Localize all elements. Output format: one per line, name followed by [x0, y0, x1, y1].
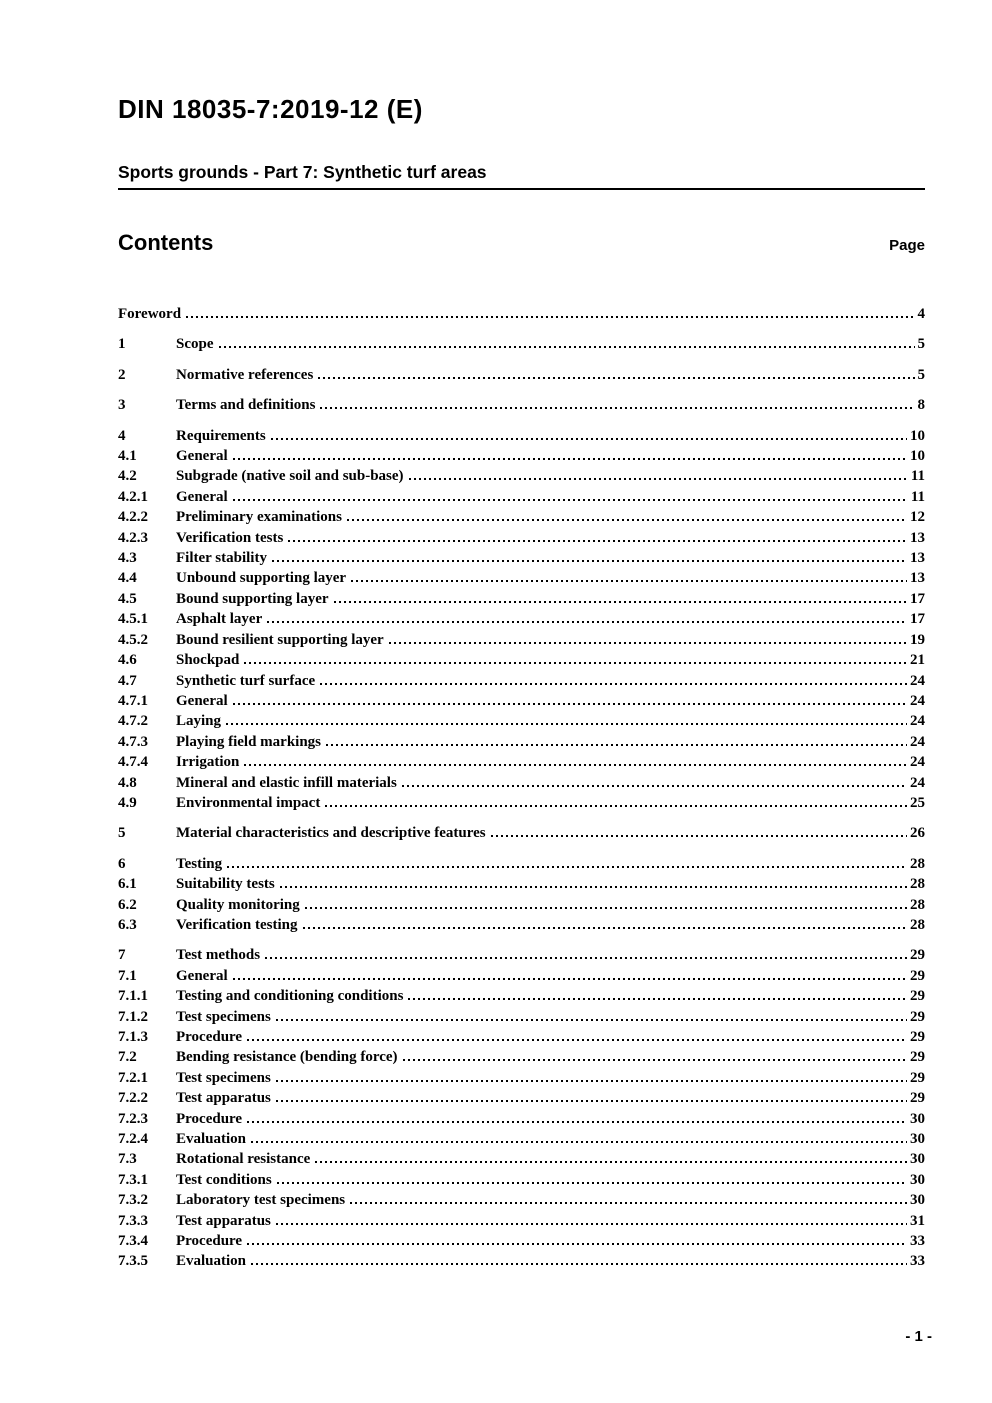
toc-entry-number: 4.1	[118, 448, 137, 465]
toc-entry-number: 4.3	[118, 550, 137, 567]
toc-dot-leader	[347, 519, 907, 521]
toc-entry-page: 24	[910, 713, 925, 730]
toc-entry-title: Shockpad	[176, 652, 240, 669]
toc-entry-page: 29	[910, 988, 925, 1005]
footer-page-number: - 1 -	[905, 1328, 932, 1345]
toc-dot-leader	[244, 662, 907, 664]
toc-entry	[118, 915, 925, 935]
toc-entry-page: 26	[910, 825, 925, 842]
toc-entry-number: 7.1	[118, 967, 137, 984]
toc-entry-title: Testing and conditioning conditions	[176, 988, 404, 1005]
toc-entry-title: Quality monitoring	[176, 896, 300, 913]
toc-dot-leader	[305, 907, 907, 909]
toc-entry-number: 5	[118, 825, 126, 842]
toc-dot-leader	[276, 1223, 907, 1225]
toc-entry-number: 7.1.3	[118, 1029, 148, 1045]
toc-entry-page: 30	[910, 1110, 925, 1127]
toc-entry-number: 7.2.4	[118, 1131, 148, 1148]
toc-entry	[118, 823, 925, 843]
toc-entry	[118, 487, 925, 507]
toc-entry-page: 8	[917, 397, 925, 414]
toc-entry	[118, 945, 925, 965]
toc-dot-leader	[247, 1243, 907, 1245]
toc-entry-page: 21	[910, 652, 925, 669]
toc-entry	[118, 395, 925, 415]
toc-entry-number: 7.2	[118, 1049, 137, 1066]
toc-entry-page: 19	[910, 631, 925, 648]
toc-entry-page: 30	[910, 1192, 925, 1209]
toc-entry	[118, 507, 925, 527]
toc-entry-page: 10	[910, 448, 925, 465]
toc-entry-number: 7.3	[118, 1151, 137, 1168]
toc-entry-title: Laying	[176, 713, 222, 730]
toc-entry	[118, 1211, 925, 1231]
toc-dot-leader	[186, 316, 914, 318]
toc-dot-leader	[233, 703, 907, 705]
toc-entry	[118, 752, 925, 772]
toc-entry-title: Normative references	[176, 366, 314, 383]
toc-entry-page: 24	[910, 774, 925, 791]
toc-entry-title: Test apparatus	[176, 1090, 271, 1107]
toc-entry-number: 4.7.4	[118, 754, 148, 771]
toc-entry	[118, 1129, 925, 1149]
toc-entry-title: Asphalt layer	[176, 611, 263, 628]
toc-entry-title: Evaluation	[176, 1253, 247, 1270]
toc-entry-number: 3	[118, 397, 126, 414]
toc-dot-leader	[303, 927, 907, 929]
toc-dot-leader	[251, 1141, 907, 1143]
toc-dot-leader	[409, 478, 908, 480]
toc-entry	[118, 630, 925, 650]
toc-dot-leader	[267, 621, 907, 623]
toc-entry-title: Rotational resistance	[176, 1151, 311, 1168]
toc-entry-title: Test apparatus	[176, 1212, 271, 1229]
toc-entry-number: 4.7.2	[118, 713, 148, 730]
toc-entry-number: 4.5.2	[118, 631, 148, 648]
toc-dot-leader	[247, 1121, 907, 1123]
toc-entry-number: 7	[118, 947, 126, 964]
toc-entry-number: 4.2.3	[118, 529, 148, 546]
toc-entry	[118, 793, 925, 813]
toc-entry-page: 29	[910, 967, 925, 984]
toc-entry-number: 7.2.1	[118, 1069, 148, 1086]
toc-entry	[118, 466, 925, 486]
toc-entry-number: 4.5	[118, 590, 137, 607]
toc-entry-page: 28	[910, 855, 925, 872]
toc-entry	[118, 1149, 925, 1169]
toc-entry	[118, 1047, 925, 1067]
toc-dot-leader	[491, 835, 907, 837]
toc-entry-number: 4.9	[118, 794, 137, 811]
toc-dot-leader	[288, 540, 907, 542]
toc-entry-page: 29	[910, 1069, 925, 1086]
toc-entry-number: 4.6	[118, 652, 137, 669]
toc-entry-page: 24	[910, 692, 925, 709]
toc-entry-number: 7.3.4	[118, 1233, 148, 1250]
toc-entry-title: Procedure	[176, 1233, 243, 1250]
toc-entry-title: Testing	[176, 855, 223, 872]
toc-entry-page: 13	[910, 570, 925, 587]
toc-entry-title: Verification tests	[176, 529, 284, 546]
toc-dot-leader	[244, 764, 907, 766]
toc-entry-page: 11	[910, 468, 925, 485]
toc-entry-number: 4.7.3	[118, 733, 148, 750]
toc-entry-number: 4	[118, 427, 126, 444]
toc-entry-page: 30	[910, 1151, 925, 1168]
toc-entry-number: 4.7.1	[118, 692, 148, 709]
toc-entry	[118, 773, 925, 793]
document-subtitle: Sports grounds - Part 7: Synthetic turf areas	[118, 162, 925, 190]
toc-dot-leader	[233, 458, 907, 460]
toc-entry-title: Test conditions	[176, 1171, 272, 1188]
toc-list	[118, 304, 925, 1272]
toc-entry-page: 4	[917, 306, 925, 322]
toc-entry-number: 4.2.1	[118, 488, 148, 505]
toc-entry	[118, 966, 925, 986]
page-content	[118, 0, 925, 1272]
toc-entry-title: Procedure	[176, 1110, 243, 1127]
toc-entry-number: 7.3.5	[118, 1253, 148, 1270]
toc-entry-number: 7.2.3	[118, 1110, 148, 1127]
toc-dot-leader	[351, 580, 907, 582]
toc-entry-page: 29	[910, 947, 925, 964]
toc-entry-page: 12	[910, 509, 925, 526]
toc-entry	[118, 1088, 925, 1108]
toc-entry-number: 7.2.2	[118, 1090, 148, 1107]
toc-entry	[118, 446, 925, 466]
toc-entry-title: Procedure	[176, 1029, 243, 1045]
toc-entry-title: Suitability tests	[176, 876, 275, 893]
toc-dot-leader	[403, 1059, 907, 1061]
toc-entry-number: 4.4	[118, 570, 137, 587]
toc-entry	[118, 691, 925, 711]
toc-entry	[118, 986, 925, 1006]
toc-entry-title: Scope	[176, 336, 214, 353]
toc-entry	[118, 1190, 925, 1210]
toc-dot-leader	[276, 1019, 907, 1021]
toc-entry-page: 28	[910, 876, 925, 893]
toc-entry-page: 17	[910, 611, 925, 628]
toc-entry-title: Unbound supporting layer	[176, 570, 347, 587]
toc-entry-page: 13	[910, 529, 925, 546]
toc-entry-title: Subgrade (native soil and sub-base)	[176, 468, 404, 485]
toc-entry	[118, 1109, 925, 1129]
toc-entry-title: General	[176, 488, 228, 505]
toc-dot-leader	[389, 642, 907, 644]
toc-entry-page: 29	[910, 1029, 925, 1045]
toc-entry	[118, 671, 925, 691]
toc-entry-number: 4.7	[118, 672, 137, 689]
toc-entry	[118, 650, 925, 670]
toc-dot-leader	[318, 377, 914, 379]
toc-entry	[118, 568, 925, 588]
toc-entry-page: 29	[910, 1090, 925, 1107]
toc-entry-page: 33	[910, 1233, 925, 1250]
toc-dot-leader	[280, 886, 907, 888]
toc-entry	[118, 426, 925, 446]
toc-dot-leader	[334, 601, 907, 603]
toc-entry-page: 33	[910, 1253, 925, 1270]
toc-entry-title: General	[176, 967, 228, 984]
toc-entry-title: Bound resilient supporting layer	[176, 631, 384, 648]
toc-entry-title: Irrigation	[176, 754, 240, 771]
toc-entry-title: Bound supporting layer	[176, 590, 329, 607]
toc-entry-title: Evaluation	[176, 1131, 247, 1148]
toc-entry	[118, 711, 925, 731]
toc-dot-leader	[233, 499, 908, 501]
toc-entry-title: Environmental impact	[176, 794, 321, 811]
toc-entry-title: Mineral and elastic infill materials	[176, 774, 397, 791]
toc-entry-number: 1	[118, 336, 126, 353]
toc-dot-leader	[276, 1080, 907, 1082]
toc-entry-title: Playing field markings	[176, 733, 322, 750]
toc-entry-page: 24	[910, 672, 925, 689]
toc-entry-title: Bending resistance (bending force)	[176, 1049, 398, 1066]
toc-entry-page: 29	[910, 1049, 925, 1066]
toc-entry	[118, 548, 925, 568]
toc-entry-page: 5	[917, 366, 925, 383]
toc-dot-leader	[233, 978, 907, 980]
toc-entry-title: Laboratory test specimens	[176, 1192, 346, 1209]
toc-dot-leader	[350, 1202, 907, 1204]
toc-dot-leader	[408, 998, 907, 1000]
toc-entry-number: 4.2.2	[118, 509, 148, 526]
toc-entry-number: 7.1.1	[118, 988, 148, 1005]
toc-entry-page: 11	[910, 488, 925, 505]
toc-entry-title: Requirements	[176, 427, 266, 444]
contents-header-row	[118, 230, 925, 256]
toc-entry	[118, 1007, 925, 1027]
toc-entry-page: 30	[910, 1171, 925, 1188]
toc-dot-leader	[265, 957, 907, 959]
toc-dot-leader	[402, 785, 907, 787]
toc-entry-title: Filter stability	[176, 550, 267, 567]
toc-dot-leader	[277, 1182, 907, 1184]
toc-entry-page: 17	[910, 590, 925, 607]
toc-dot-leader	[325, 805, 907, 807]
toc-dot-leader	[320, 683, 907, 685]
toc-entry-page: 30	[910, 1131, 925, 1148]
toc-entry-page: 13	[910, 550, 925, 567]
toc-entry-number: 7.3.3	[118, 1212, 148, 1229]
toc-entry-page: 28	[910, 916, 925, 933]
toc-dot-leader	[219, 346, 915, 348]
toc-entry-number: 4.2	[118, 468, 137, 485]
toc-entry-page: 28	[910, 896, 925, 913]
toc-entry	[118, 1231, 925, 1251]
page-column-label: Page	[889, 237, 925, 254]
toc-entry	[118, 854, 925, 874]
toc-entry-number: 6.2	[118, 896, 137, 913]
toc-entry	[118, 895, 925, 915]
toc-entry-number: 6.1	[118, 876, 137, 893]
toc-entry	[118, 589, 925, 609]
toc-entry-page: 10	[910, 427, 925, 444]
toc-entry-page: 25	[910, 794, 925, 811]
document-number-title: DIN 18035-7:2019-12 (E)	[118, 94, 423, 124]
toc-entry	[118, 304, 925, 324]
toc-entry-title: Test specimens	[176, 1008, 271, 1025]
toc-dot-leader	[271, 438, 907, 440]
toc-entry-number: 4.8	[118, 774, 137, 791]
toc-entry-title: General	[176, 448, 228, 465]
toc-entry-title: Synthetic turf surface	[176, 672, 316, 689]
toc-entry-page: 24	[910, 733, 925, 750]
toc-entry	[118, 1251, 925, 1271]
toc-entry	[118, 1068, 925, 1088]
toc-entry-page: 31	[910, 1212, 925, 1229]
toc-entry	[118, 1170, 925, 1190]
toc-dot-leader	[226, 723, 907, 725]
toc-entry	[118, 609, 925, 629]
toc-dot-leader	[320, 407, 914, 409]
toc-entry-number: 7.1.2	[118, 1008, 148, 1025]
toc-entry-title: Verification testing	[176, 916, 298, 933]
toc-entry-title: Terms and definitions	[176, 397, 316, 414]
toc-dot-leader	[247, 1039, 907, 1041]
toc-dot-leader	[251, 1263, 907, 1265]
toc-entry	[118, 1027, 925, 1047]
toc-entry-page: 5	[917, 336, 925, 353]
toc-dot-leader	[227, 866, 907, 868]
toc-dot-leader	[272, 560, 907, 562]
toc-entry-title: Foreword	[118, 306, 182, 322]
toc-entry-number: 2	[118, 366, 126, 383]
contents-heading: Contents	[118, 230, 214, 255]
toc-dot-leader	[276, 1100, 907, 1102]
toc-entry-page: 24	[910, 754, 925, 771]
toc-entry	[118, 334, 925, 354]
toc-entry-title: General	[176, 692, 228, 709]
toc-entry-number: 6	[118, 855, 126, 872]
toc-entry-title: Preliminary examinations	[176, 509, 342, 526]
toc-entry-number: 7.3.2	[118, 1192, 148, 1209]
toc-entry-title: Test specimens	[176, 1069, 271, 1086]
toc-entry	[118, 365, 925, 385]
toc-entry-title: Material characteristics and descriptive features	[176, 825, 486, 842]
toc-entry-page: 29	[910, 1008, 925, 1025]
toc-entry-number: 7.3.1	[118, 1171, 148, 1188]
toc-entry	[118, 528, 925, 548]
toc-dot-leader	[326, 744, 907, 746]
toc-entry-title: Test methods	[176, 947, 261, 964]
toc-entry-number: 4.5.1	[118, 611, 148, 628]
toc-dot-leader	[315, 1161, 907, 1163]
toc-entry	[118, 732, 925, 752]
toc-entry	[118, 874, 925, 894]
toc-entry-number: 6.3	[118, 916, 137, 933]
